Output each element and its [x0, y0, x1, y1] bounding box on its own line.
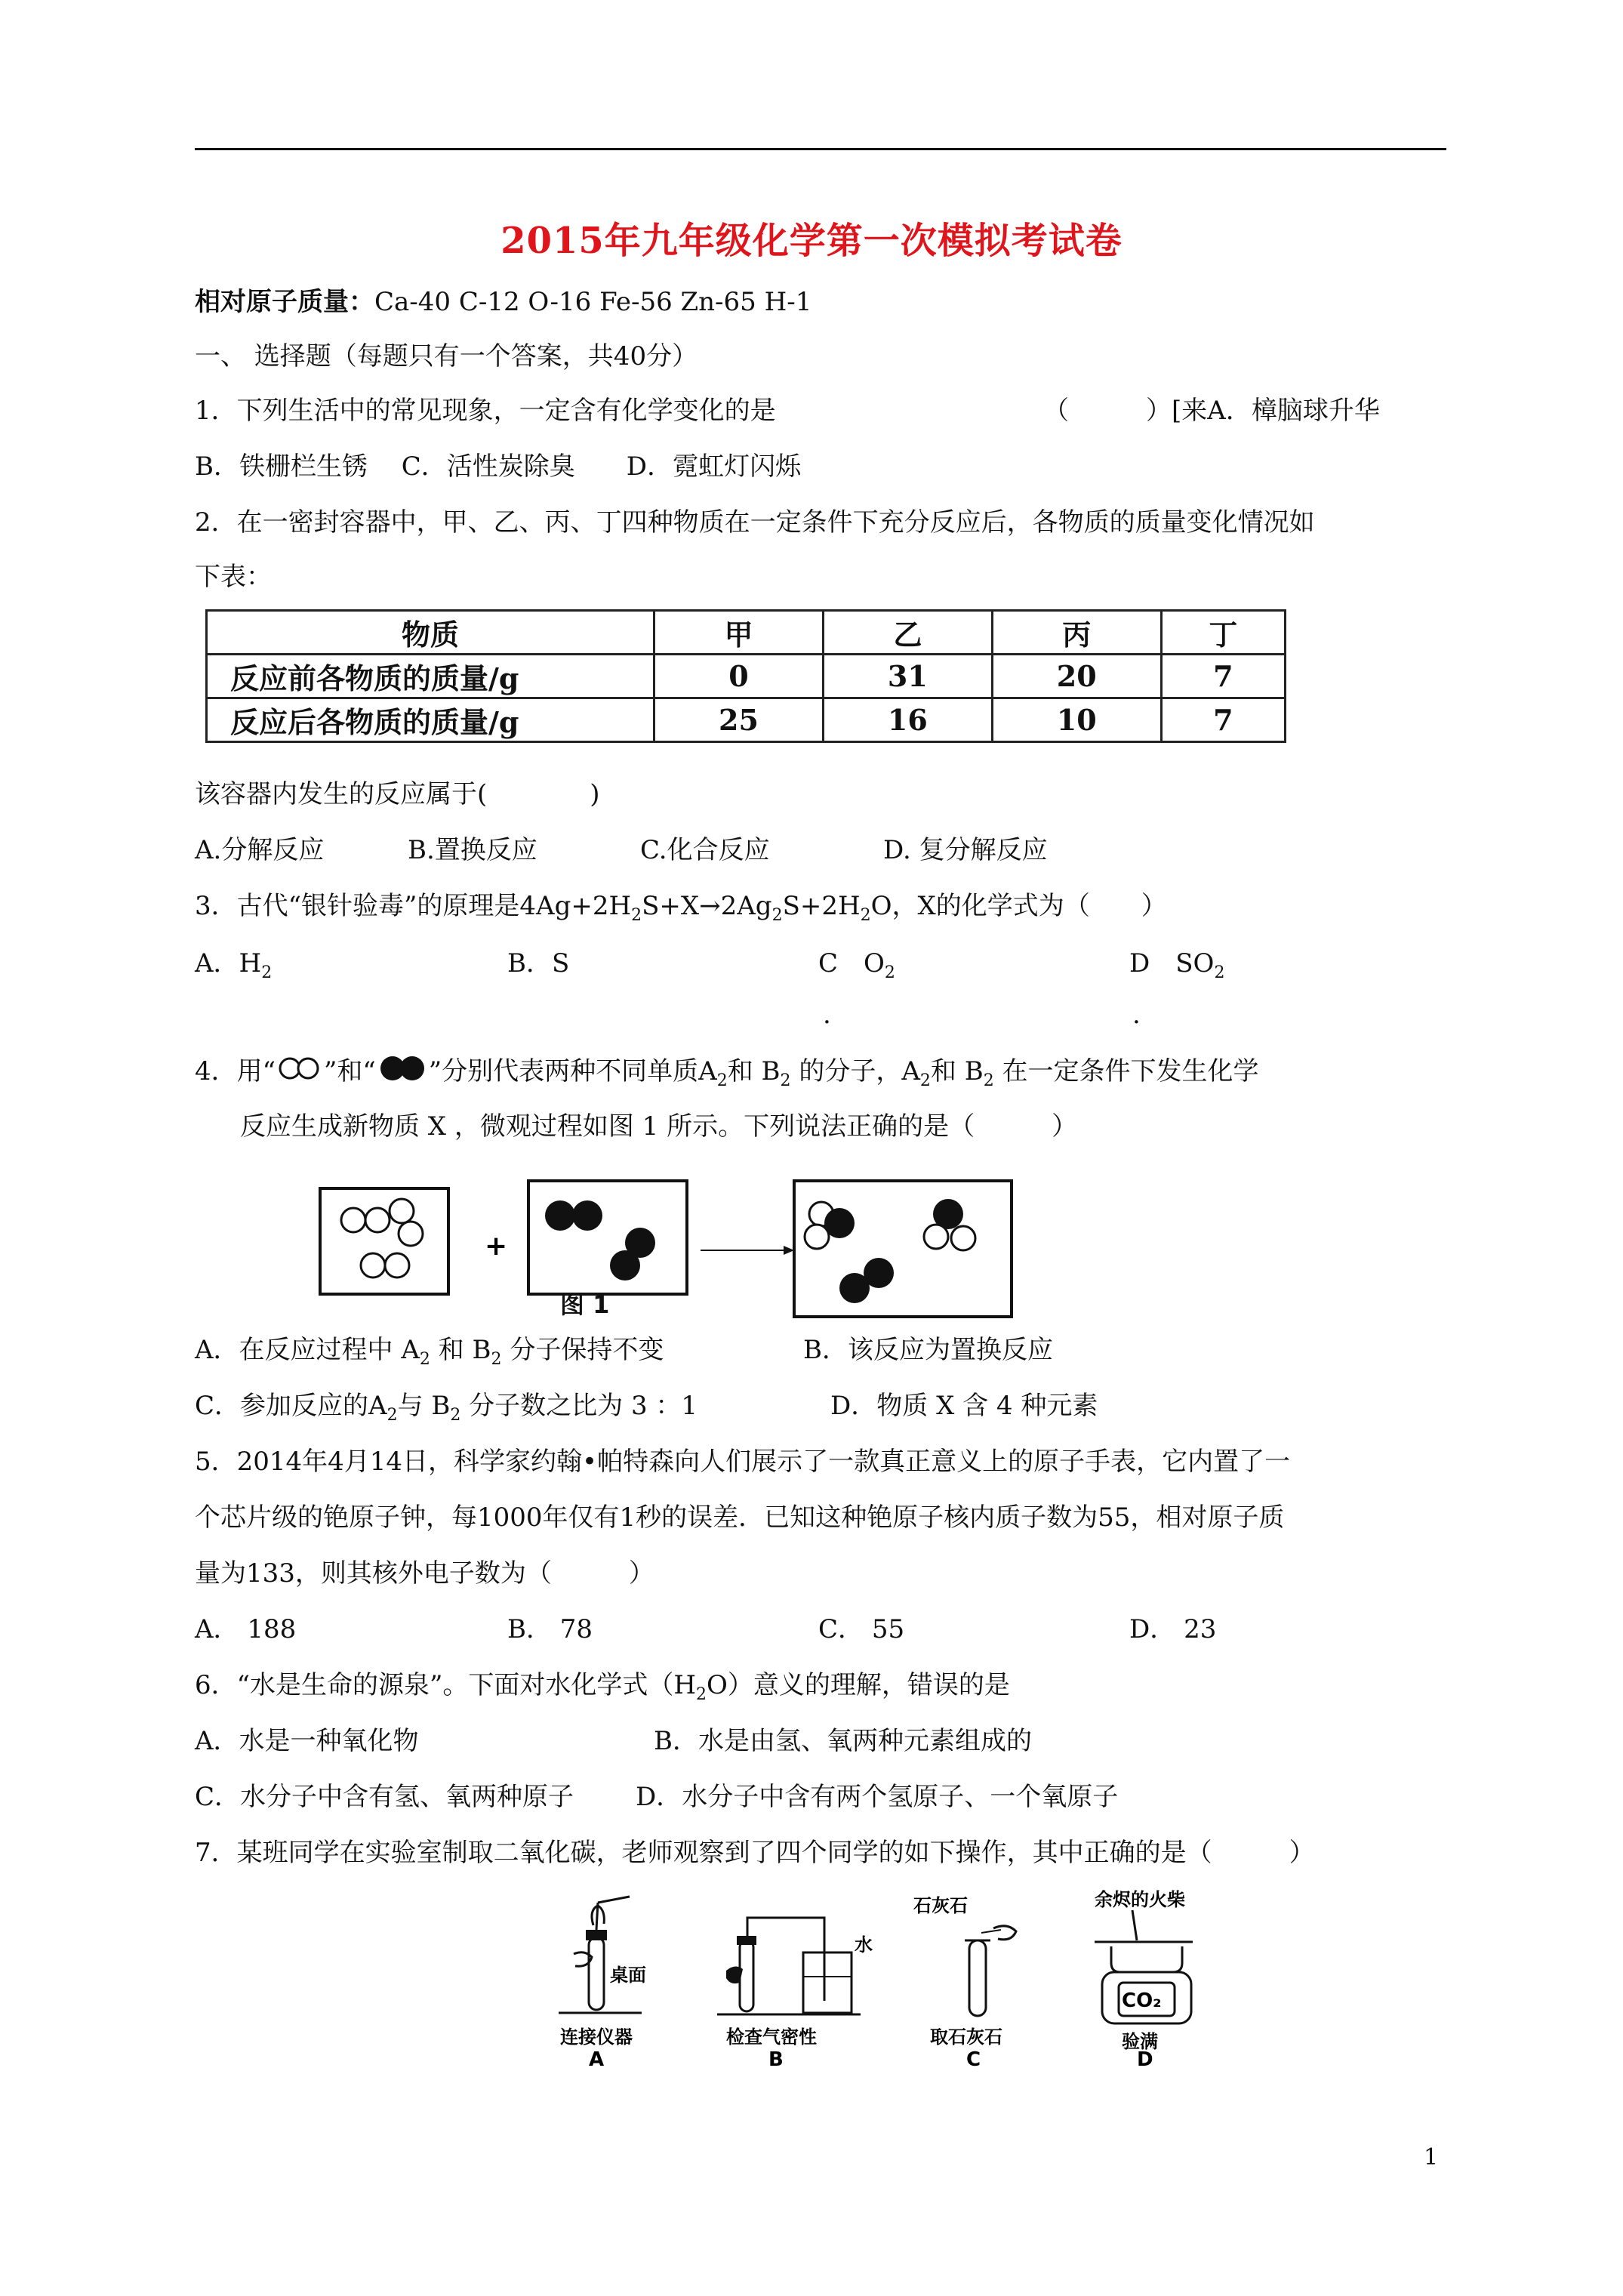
q4-opt-c: C．参加反应的$A_2$与 $B_2$ 分子数之比为 3 ：1 [195, 1391, 698, 1425]
q2-question: 该容器内发生的反应属于( ) [195, 779, 600, 809]
section-heading: 一、 选择题（每题只有一个答案，共40分） [195, 341, 698, 371]
q5-line-1: 5．2014年4月14日，科学家约翰•帕特森向人们展示了一款真正意义上的原子手表，它内置了一 [195, 1447, 1291, 1477]
q4-opt-b: B．该反应为置换反应 [803, 1335, 1053, 1365]
take-limestone-illustration [913, 1894, 1016, 2069]
svg-text:石灰石: 石灰石 [913, 1894, 968, 1916]
page-title: 2015年九年级化学第一次模拟考试卷 [500, 220, 1123, 262]
q1-stem: 1．下列生活中的常见现象，一定含有化学变化的是 [195, 396, 776, 426]
page-number: 1 [1424, 2144, 1439, 2171]
plus-sign: + [485, 1231, 508, 1262]
table-row: 反应后各物质的质量/g 25 16 10 7 [207, 698, 1286, 742]
q2-opt-a: A.分解反应 [195, 835, 325, 865]
svg-text:A: A [589, 2048, 605, 2069]
q4-opt-a: A．在反应过程中 $A_2$ 和 $B_2$ 分子保持不变 [195, 1335, 664, 1369]
svg-text:取石灰石: 取石灰石 [930, 2026, 1002, 2048]
q1-options: B．铁栅栏生锈 C．活性炭除臭 D．霓虹灯闪烁 [195, 451, 802, 482]
q5-line-2: 个芯片级的铯原子钟，每1000年仅有1秒的误差．已知这种铯原子核内质子数为55，相对原子质 [195, 1502, 1285, 1533]
q4-opt-d: D．物质 X 含 4 种元素 [830, 1391, 1098, 1421]
q2-opt-b: B.置换反应 [408, 835, 537, 865]
q6-opt-c: C．水分子中含有氢、氧两种原子 [195, 1782, 574, 1812]
q6-stem: 6．“水是生命的源泉”。下面对水化学式$(H_2O)$意义的理解，错误的是 [195, 1670, 1010, 1704]
svg-text:检查气密性: 检查气密性 [726, 2026, 817, 2048]
q6-opt-d: D．水分子中含有两个氢原子、一个氧原子 [636, 1782, 1119, 1812]
q3-opt-c: C $O_2$ [818, 948, 895, 982]
table-header-row: 物质 甲 乙 丙 丁 [207, 611, 1286, 655]
svg-text:D: D [1137, 2048, 1153, 2069]
q4-stem: 4．用“ ”和“ ”分别代表两种不同单质$A_2$和 $B_2$ 的分子，$A_2$和 $B_2$ 在一定条件下发生化学 [195, 1054, 1259, 1098]
q3-opt-a: A．$H_2$ [195, 948, 273, 982]
atomic-mass-line: 相对原子质量：Ca-40 C-12 O-16 Fe-56 Zn-65 H-1 [195, 287, 812, 317]
svg-text:验满: 验满 [1122, 2030, 1158, 2052]
q3-stem: 3．古代“银针验毒”的原理是$4Ag+2H_2S+X\to 2Ag_2S+2H_2O$，X的化学式为（ ） [195, 891, 1167, 925]
q4-stem-2: 反应生成新物质 X ，微观过程如图 1 所示。下列说法正确的是（ ） [240, 1111, 1078, 1142]
header-rule [195, 148, 1446, 150]
black-molecule-icon [376, 1054, 429, 1083]
q2-opt-d: D. 复分解反应 [883, 835, 1048, 865]
check-airtightness-illustration [717, 1918, 873, 2069]
q3-opt-b: B．S [507, 948, 570, 978]
svg-text:C: C [966, 2048, 981, 2069]
q2-opt-c: C.化合反应 [640, 835, 770, 865]
q1-bracket: （ ）[来A．樟脑球升华 [1043, 396, 1380, 426]
q5-opt-d: D． 23 [1129, 1614, 1217, 1644]
table-row: 反应前各物质的质量/g 0 31 20 7 [207, 655, 1286, 698]
mass-table [205, 609, 1286, 743]
check-full-illustration [1095, 1888, 1193, 2069]
q3-dot-c: . [823, 1000, 831, 1030]
svg-text:余烬的火柴: 余烬的火柴 [1095, 1888, 1185, 1910]
q6-opt-b: B．水是由氢、氧两种元素组成的 [654, 1726, 1032, 1756]
reaction-figure [317, 1178, 1027, 1329]
q6-opt-a: A．水是一种氧化物 [195, 1726, 419, 1756]
q3-dot-d: . [1132, 1000, 1141, 1030]
connect-apparatus-illustration [559, 1897, 646, 2069]
q2-stem-2: 下表： [195, 562, 272, 592]
svg-text:水: 水 [855, 1934, 873, 1955]
lab-operations-figure [528, 1888, 1283, 2069]
q5-opt-c: C． 55 [818, 1614, 905, 1644]
svg-text:CO₂: CO₂ [1122, 1989, 1162, 2012]
q5-opt-a: A． 188 [195, 1614, 297, 1644]
svg-text:B: B [768, 2048, 784, 2069]
q5-line-3: 量为133，则其核外电子数为（ ） [195, 1558, 654, 1589]
q7-stem: 7．某班同学在实验室制取二氧化碳，老师观察到了四个同学的如下操作，其中正确的是（ ） [195, 1838, 1315, 1868]
figure-1-label: 图 1 [560, 1290, 610, 1319]
q5-opt-b: B． 78 [507, 1614, 593, 1644]
white-molecule-icon [276, 1056, 324, 1081]
q3-opt-d: D $SO_2$ [1129, 948, 1225, 982]
svg-text:桌面: 桌面 [610, 1964, 646, 1986]
svg-text:连接仪器: 连接仪器 [560, 2026, 633, 2048]
q2-stem: 2．在一密封容器中，甲、乙、丙、丁四种物质在一定条件下充分反应后，各物质的质量变化情况如 [195, 507, 1315, 538]
